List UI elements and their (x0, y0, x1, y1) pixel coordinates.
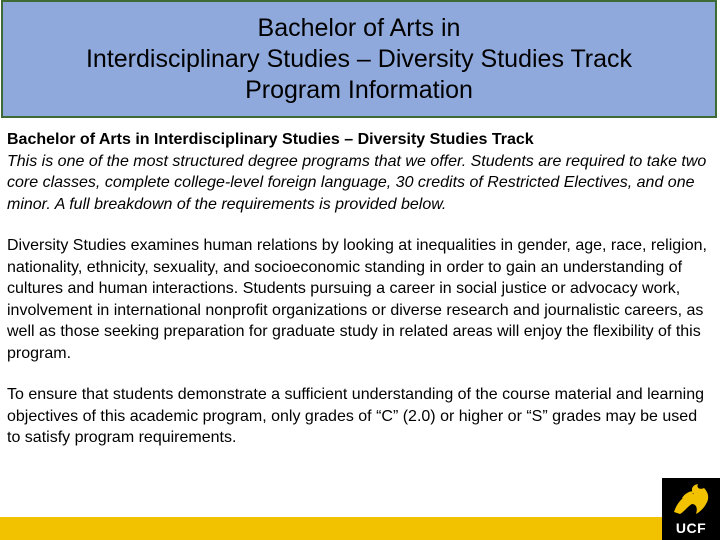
title-box (1, 0, 717, 118)
description-paragraph: Diversity Studies examines human relations by looking at inequalities in gender, age, race, religion, nationality, ethnicity, sexuality, and socioeconomic standing in order to gain an understanding of cultures and human interactions. Students pursuing a career in social justice or advocacy work, involvement in international nonprofit organizations or diverse research and journalistic careers, as well as those seeking preparation for graduate study in related areas will enjoy the flexibility of this program. (7, 237, 707, 362)
ucf-logo (662, 478, 720, 540)
intro-paragraph: This is one of the most structured degree programs that we offer. Students are required to take two core classes, complete college-level foreign language, 30 credits of Restricted Electives, and one minor. A full breakdown of the requirements is provided below. (7, 152, 707, 213)
bottom-gold-bar (0, 517, 720, 540)
grades-paragraph: To ensure that students demonstrate a sufficient understanding of the course material and learning objectives of this academic program, only grades of “C” (2.0) or higher or “S” grades may be used to satisfy program requirements. (7, 386, 705, 446)
ucf-logo-text: UCF (675, 520, 707, 536)
title-line-1: Bachelor of Arts in (257, 13, 461, 42)
title-line-3: Program Information (245, 75, 473, 104)
pegasus-icon (668, 482, 714, 518)
content-body (7, 129, 713, 449)
content-heading: Bachelor of Arts in Interdisciplinary Studies – Diversity Studies Track (7, 131, 534, 148)
title-line-2: Interdisciplinary Studies – Diversity Studies Track (85, 44, 633, 73)
